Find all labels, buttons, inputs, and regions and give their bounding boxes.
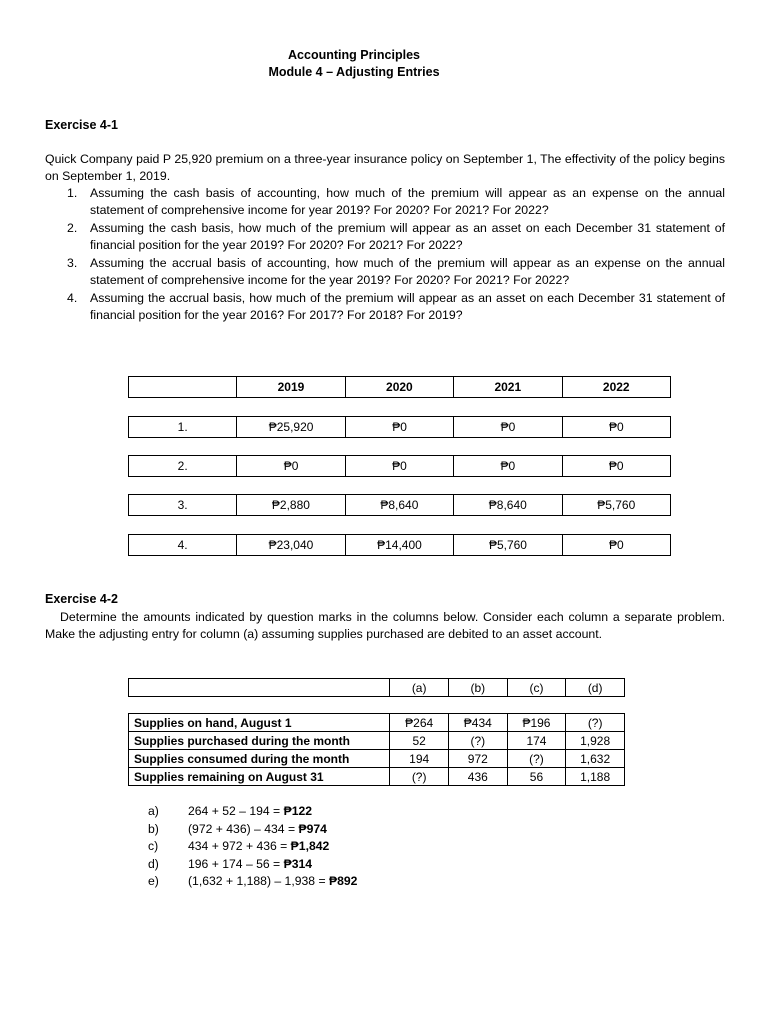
exercise-1-heading: Exercise 4-1	[45, 118, 118, 132]
table-cell: ₱0	[237, 456, 345, 477]
row-label: 2.	[129, 456, 237, 477]
row-label: Supplies purchased during the month	[129, 732, 390, 750]
question-text: Assuming the accrual basis of accounting, how much of the premium will appear as an expense on the annual statement of comprehensive income for the year 2019? For 2020? For 2021? For 2022?	[90, 256, 725, 287]
table-cell: (?)	[390, 768, 449, 786]
question-item	[45, 255, 725, 289]
table-cell: ₱5,760	[562, 495, 670, 516]
row-label: 4.	[129, 535, 237, 556]
answer-expression: (1,632 + 1,188) – 1,938 =	[188, 874, 329, 888]
premium-table-row-3	[128, 494, 671, 516]
question-number: 3.	[67, 256, 78, 270]
table-cell: 972	[448, 750, 507, 768]
answer-letter: c)	[148, 839, 159, 853]
answer-expression: 196 + 174 – 56 =	[188, 856, 284, 871]
table-row	[129, 768, 625, 786]
question-number: 4.	[67, 291, 78, 305]
question-text: Assuming the cash basis, how much of the premium will appear as an asset on each December 31 statement of financial position for the year 2019? For 2020? For 2021? For 2022?	[90, 221, 725, 252]
question-text: Assuming the accrual basis, how much of the premium will appear as an asset on each December 31 statement of financial position for the year 2016? For 2017? For 2018? For 2019?	[90, 291, 725, 322]
table-cell: (?)	[566, 714, 625, 732]
question-number: 1.	[67, 186, 78, 200]
table-cell: ₱2,880	[237, 495, 345, 516]
table-cell: ₱8,640	[345, 495, 453, 516]
table-cell: 1,188	[566, 768, 625, 786]
table-cell	[129, 679, 390, 697]
question-text: Assuming the cash basis of accounting, how much of the premium will appear as an expense on the annual statement of comprehensive income for year 2019? For 2020? For 2021? For 2022?	[90, 186, 725, 217]
table-cell: ₱8,640	[454, 495, 562, 516]
table-cell: 174	[507, 732, 566, 750]
table-cell: ₱25,920	[237, 417, 346, 438]
exercise-2-answers	[148, 803, 357, 891]
table-cell: ₱0	[562, 535, 670, 556]
table-cell: (?)	[448, 732, 507, 750]
answer-result: ₱122	[283, 804, 313, 818]
answer-item	[148, 821, 357, 839]
table-cell: ₱264	[390, 714, 449, 732]
table-cell: ₱0	[454, 456, 562, 477]
column-header-2022: 2022	[562, 377, 670, 398]
answer-item	[148, 873, 357, 891]
answer-result: ₱314	[283, 856, 313, 871]
table-row	[129, 732, 625, 750]
column-header-c: (c)	[507, 679, 566, 697]
question-number: 2.	[67, 221, 78, 235]
table-row	[129, 750, 625, 768]
exercise-2-intro: Determine the amounts indicated by question marks in the columns below. Consider each column a separate problem. Make the adjusting entry for column (a) assuming supplies purchased are debited to an asset account.	[45, 610, 725, 641]
supplies-table	[128, 713, 625, 786]
column-header-2021: 2021	[454, 377, 562, 398]
answer-result: ₱892	[328, 874, 358, 888]
table-cell: ₱14,400	[345, 535, 454, 556]
exercise-1-questions	[45, 185, 725, 325]
table-cell: ₱434	[448, 714, 507, 732]
exercise-2-heading: Exercise 4-2	[45, 592, 118, 606]
table-cell: ₱0	[562, 456, 670, 477]
document-subtitle: Module 4 – Adjusting Entries	[268, 65, 440, 79]
table-cell: ₱196	[507, 714, 566, 732]
answer-letter: e)	[148, 874, 159, 888]
table-row	[129, 714, 625, 732]
answer-result: ₱1,842	[290, 839, 330, 853]
question-item	[45, 290, 725, 324]
premium-table-row-4	[128, 534, 671, 556]
answer-expression: 264 + 52 – 194 =	[188, 804, 284, 818]
row-label: Supplies on hand, August 1	[129, 714, 390, 732]
answer-item	[148, 838, 357, 856]
answer-item	[148, 803, 357, 821]
table-cell	[129, 377, 237, 398]
table-cell: 52	[390, 732, 449, 750]
answer-letter: a)	[148, 804, 159, 818]
table-cell: 194	[390, 750, 449, 768]
table-cell: ₱5,760	[454, 535, 562, 556]
column-header-2019: 2019	[237, 377, 345, 398]
row-label: Supplies remaining on August 31	[129, 768, 390, 786]
table-cell: ₱0	[454, 417, 562, 438]
question-item	[45, 220, 725, 254]
premium-table-row-2	[128, 455, 671, 477]
table-cell: 436	[448, 768, 507, 786]
answer-letter: d)	[148, 856, 159, 871]
question-item	[45, 185, 725, 219]
answer-expression: 434 + 972 + 436 =	[188, 839, 291, 853]
supplies-table-header	[128, 678, 625, 697]
table-cell: 56	[507, 768, 566, 786]
table-cell: (?)	[507, 750, 566, 768]
row-label: 3.	[129, 495, 237, 516]
column-header-2020: 2020	[345, 377, 453, 398]
table-cell: ₱0	[345, 417, 453, 438]
table-cell: ₱0	[562, 417, 670, 438]
answer-expression: (972 + 436) – 434 =	[188, 821, 299, 836]
exercise-1-intro: Quick Company paid P 25,920 premium on a three-year insurance policy on September 1, The effectivity of the policy begins on September 1, 2019.	[45, 152, 725, 183]
table-cell: ₱23,040	[237, 535, 346, 556]
premium-table-header	[128, 376, 671, 398]
answer-result: ₱974	[298, 821, 327, 836]
row-label: 1.	[129, 417, 237, 438]
table-cell: 1,928	[566, 732, 625, 750]
answer-letter: b)	[148, 821, 159, 836]
answer-item	[148, 856, 357, 874]
table-cell: 1,632	[566, 750, 625, 768]
table-cell: ₱0	[345, 456, 453, 477]
column-header-a: (a)	[390, 679, 449, 697]
column-header-d: (d)	[566, 679, 625, 697]
document-title: Accounting Principles	[288, 48, 420, 62]
row-label: Supplies consumed during the month	[129, 750, 390, 768]
column-header-b: (b)	[448, 679, 507, 697]
premium-table-row-1	[128, 416, 671, 438]
